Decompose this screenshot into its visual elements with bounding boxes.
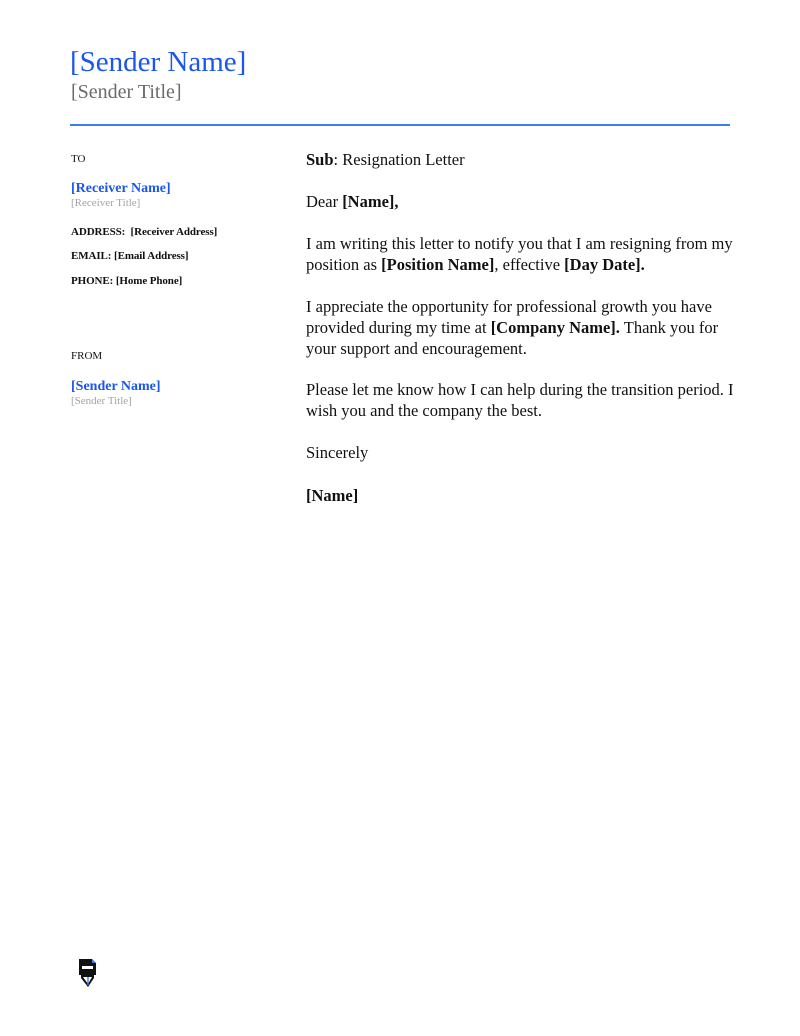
from-sender-title: [Sender Title] bbox=[71, 395, 132, 407]
phone-label: PHONE: bbox=[71, 275, 114, 287]
subject-value: Resignation Letter bbox=[342, 150, 465, 169]
subject-sep: : bbox=[333, 150, 343, 169]
receiver-address bbox=[71, 225, 217, 239]
email-label: EMAIL: bbox=[71, 250, 112, 262]
header-sender-title: [Sender Title] bbox=[71, 81, 182, 103]
document-pen-logo-icon bbox=[78, 958, 98, 988]
from-label: FROM bbox=[71, 350, 103, 362]
address-label: ADDRESS: bbox=[71, 226, 126, 238]
email-value: [Email Address] bbox=[114, 250, 189, 262]
header-sender-name: [Sender Name] bbox=[70, 46, 247, 78]
subject-label: Sub bbox=[306, 150, 334, 169]
day-date: [Day Date]. bbox=[564, 255, 645, 274]
company-name: [Company Name]. bbox=[490, 318, 620, 337]
p2-text-a: I appreciate the opportunity for professional growth you have provided during my time at bbox=[306, 297, 712, 337]
signature-name bbox=[306, 485, 736, 506]
header-divider bbox=[70, 124, 730, 126]
paragraph-3: Please let me know how I can help during the transition period. I wish you and the company the best. bbox=[306, 380, 734, 420]
closing: Sincerely bbox=[306, 443, 369, 462]
p2-text-b: Thank you for your support and encouragement. bbox=[306, 318, 719, 358]
signature: [Name] bbox=[306, 486, 359, 505]
phone-value: [Home Phone] bbox=[115, 275, 183, 287]
receiver-phone bbox=[71, 274, 182, 288]
p1-text-b: , effective bbox=[494, 255, 565, 274]
receiver-name: [Receiver Name] bbox=[71, 181, 171, 196]
receiver-title: [Receiver Title] bbox=[71, 197, 141, 209]
address-value: [Receiver Address] bbox=[130, 226, 218, 238]
to-label: TO bbox=[71, 153, 86, 165]
p1-text-a: I am writing this letter to notify you that I am resigning from my position as bbox=[306, 234, 733, 274]
salutation-name: [Name], bbox=[342, 192, 399, 211]
from-sender-name: [Sender Name] bbox=[71, 379, 161, 394]
position-name: [Position Name] bbox=[381, 255, 495, 274]
paragraph-2 bbox=[306, 296, 736, 359]
subject-line bbox=[306, 149, 736, 170]
salutation-prefix: Dear bbox=[306, 192, 343, 211]
paragraph-1 bbox=[306, 233, 736, 275]
salutation bbox=[306, 191, 736, 212]
receiver-email bbox=[71, 249, 188, 263]
